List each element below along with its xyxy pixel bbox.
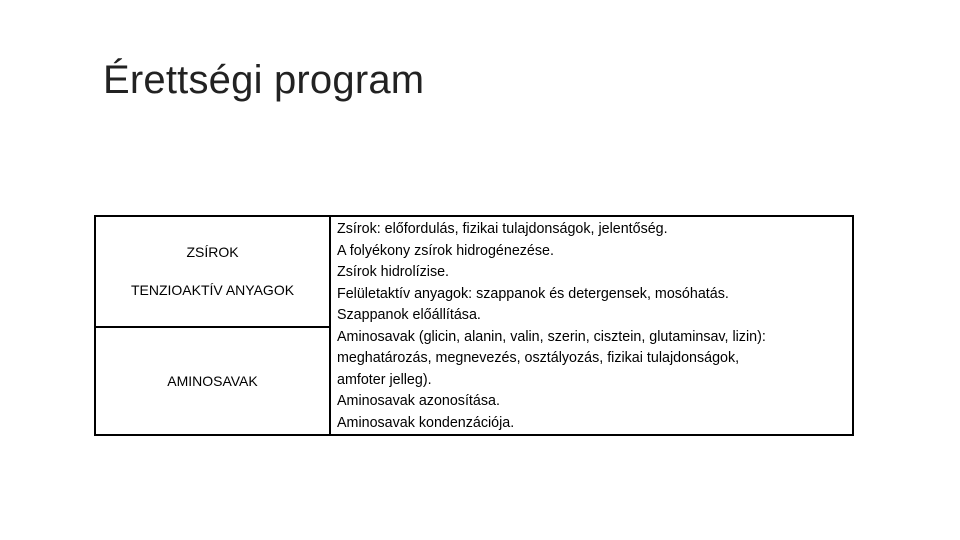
detail-line: Aminosavak (glicin, alanin, valin, szerin, cisztein, glutaminsav, lizin): — [337, 328, 766, 345]
topic-spacer — [96, 260, 329, 282]
topic-label-amino-acids: AMINOSAVAK — [167, 372, 258, 389]
detail-line: meghatározás, megnevezés, osztályozás, fizikai tulajdonságok, — [337, 350, 740, 366]
detail-line: A folyékony zsírok hidrogénezése. — [337, 242, 554, 259]
detail-line: Szappanok előállítása. — [337, 307, 481, 323]
detail-line: Zsírok: előfordulás, fizikai tulajdonságok, jelentőség. — [337, 221, 668, 237]
table-row-fats — [95, 216, 853, 327]
detail-line: Felületaktív anyagok: szappanok és detergensek, mosóhatás. — [337, 285, 729, 302]
detail-line: Zsírok hidrolízise. — [337, 264, 450, 280]
topics-table — [94, 215, 854, 436]
detail-line: amfoter jelleg). — [337, 371, 432, 388]
topic-label-fats: ZSÍROK — [186, 244, 239, 261]
slide-title: Érettségi program — [103, 58, 425, 102]
topic-cell-fats — [95, 216, 330, 327]
topic-details-cell — [330, 216, 853, 435]
topic-cell-amino-acids — [95, 327, 330, 435]
topic-label-surfactants: TENZIOAKTÍV ANYAGOK — [130, 282, 295, 299]
detail-line: Aminosavak azonosítása. — [337, 393, 500, 409]
detail-line: Aminosavak kondenzációja. — [337, 414, 515, 431]
